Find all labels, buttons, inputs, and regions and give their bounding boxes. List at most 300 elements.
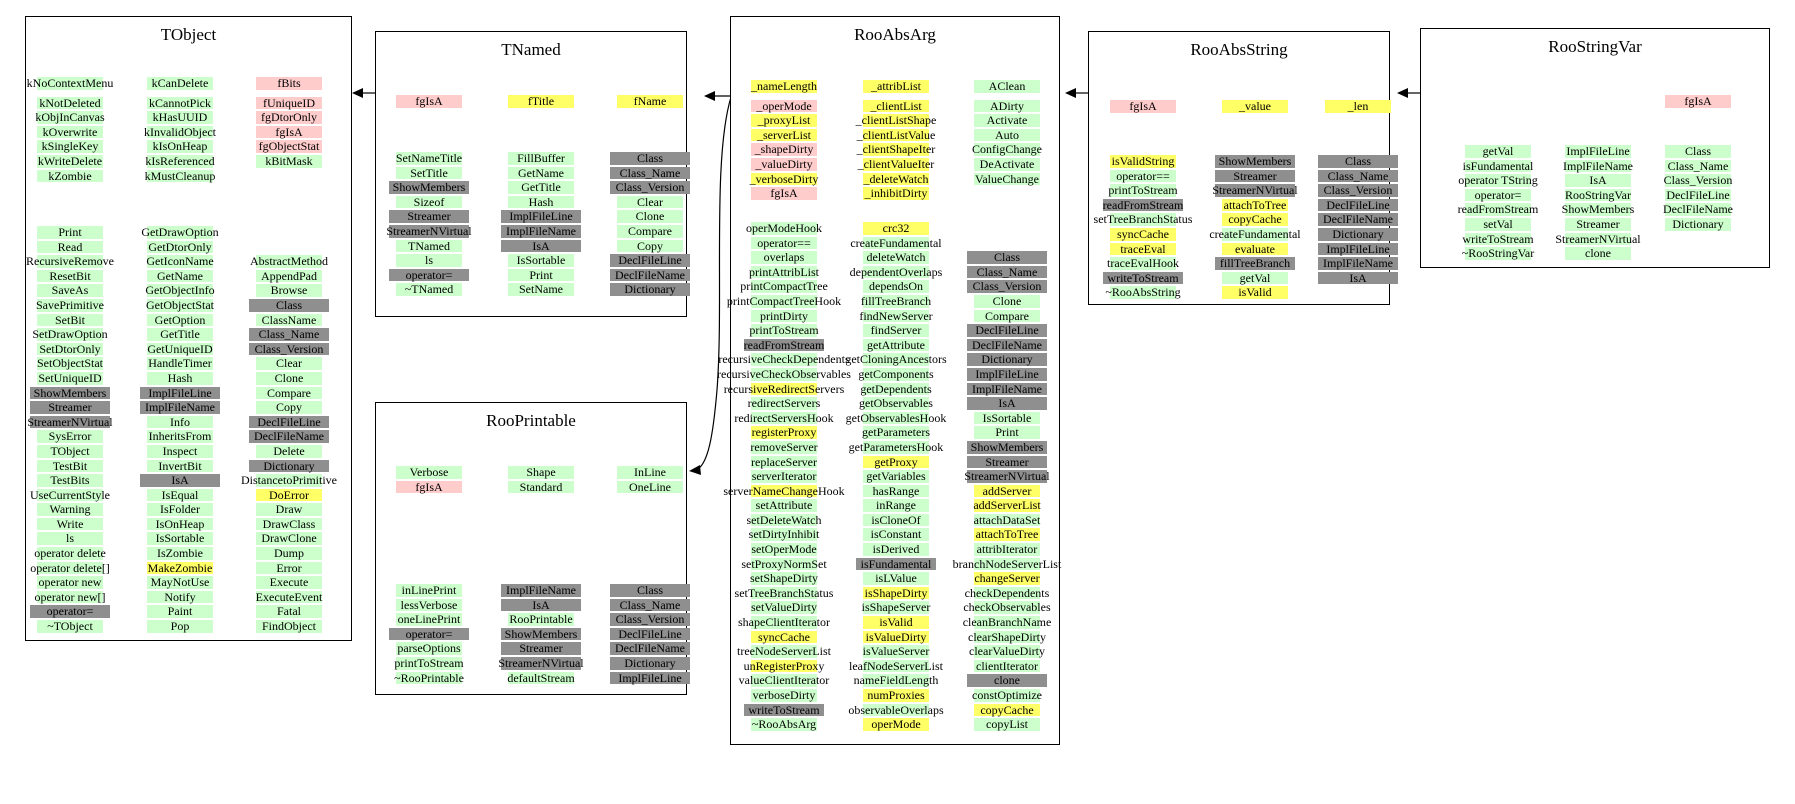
member-label: DeclFileLine bbox=[618, 253, 682, 268]
member-label: AClean bbox=[988, 79, 1026, 93]
member-cell bbox=[199, 415, 379, 430]
member-label: MakeZombie bbox=[147, 560, 213, 575]
member-label: getDependents bbox=[860, 381, 932, 396]
member-label: ~TObject bbox=[47, 619, 93, 634]
member-label: ImplFileLine bbox=[618, 670, 682, 685]
class-title: RooAbsString bbox=[1190, 40, 1288, 59]
class-title: RooStringVar bbox=[1548, 37, 1642, 56]
member-label: readFromStream bbox=[743, 337, 825, 352]
member-label: readFromStream bbox=[1102, 197, 1184, 212]
member-cell bbox=[917, 323, 1097, 338]
member-cell bbox=[199, 110, 379, 125]
member-cell bbox=[1268, 271, 1448, 286]
member-label: SysError bbox=[48, 429, 92, 444]
member-label: _clientListValue bbox=[856, 127, 936, 142]
member-cell bbox=[90, 225, 270, 240]
member-label: RooPrintable bbox=[509, 612, 573, 627]
member-label: GetOption bbox=[154, 312, 206, 327]
member-label: ADirty bbox=[990, 98, 1024, 113]
member-label: UseCurrentStyle bbox=[30, 487, 110, 502]
member-cell bbox=[806, 186, 986, 201]
member-label: writeToStream bbox=[1107, 270, 1179, 285]
member-label: fTitle bbox=[527, 94, 555, 108]
member-label: fgIsA bbox=[415, 94, 443, 108]
member-label: Error bbox=[276, 560, 302, 575]
member-label: IsA bbox=[998, 396, 1016, 411]
member-label: Execute bbox=[269, 575, 309, 590]
member-label: ImplFileName bbox=[145, 400, 215, 415]
member-cell bbox=[1608, 202, 1788, 217]
member-label: Class_Version bbox=[972, 279, 1042, 294]
member-label: IsEqual bbox=[161, 487, 199, 502]
member-label: fBits bbox=[277, 76, 301, 90]
member-label: TestBit bbox=[52, 458, 88, 473]
member-label: fName bbox=[633, 94, 667, 108]
member-label: parseOptions bbox=[397, 641, 461, 656]
member-label: Class_Name bbox=[976, 264, 1038, 279]
member-cell bbox=[917, 469, 1097, 484]
member-label: unRegisterProxy bbox=[743, 658, 825, 673]
member-label: IsZombie bbox=[157, 546, 203, 561]
member-cell bbox=[917, 644, 1097, 659]
member-label: ShowMembers bbox=[970, 439, 1044, 454]
member-label: checkObservables bbox=[963, 600, 1051, 615]
member-label: printCompactTreeHook bbox=[726, 293, 842, 308]
member-label: ValueChange bbox=[975, 171, 1039, 186]
member-label: isShapeServer bbox=[861, 600, 931, 615]
member-label: writeToStream bbox=[1462, 231, 1534, 246]
member-label: _clientValueIter bbox=[857, 156, 935, 171]
member-label: Verbose bbox=[409, 465, 449, 479]
member-label: StreamerNVirtual bbox=[1212, 183, 1298, 198]
member-label: changeServer bbox=[974, 571, 1040, 586]
member-label: ExecuteEvent bbox=[255, 589, 323, 604]
member-label: IsA bbox=[532, 238, 550, 253]
member-cell bbox=[199, 531, 379, 546]
member-cell bbox=[917, 688, 1097, 703]
member-label: kWriteDelete bbox=[37, 153, 103, 168]
member-label: Copy bbox=[636, 238, 663, 253]
member-label: SetDrawOption bbox=[32, 327, 108, 342]
member-label: getObservables bbox=[859, 396, 933, 411]
member-label: _serverList bbox=[757, 127, 811, 142]
member-label: fgDtorOnly bbox=[261, 110, 317, 125]
member-label: StreamerNVirtual bbox=[27, 414, 113, 429]
member-cell bbox=[1608, 173, 1788, 188]
member-label: setDirtyInhibit bbox=[748, 527, 820, 542]
member-label: recursiveCheckDependents bbox=[718, 352, 850, 367]
member-label: clearShapeDirty bbox=[968, 629, 1046, 644]
member-cell bbox=[90, 169, 270, 184]
member-label: Activate bbox=[986, 113, 1028, 128]
member-label: Class_Version bbox=[1663, 173, 1733, 188]
member-label: attachToTree bbox=[1223, 197, 1287, 212]
member-cell bbox=[199, 327, 379, 342]
member-label: setDeleteWatch bbox=[746, 512, 822, 527]
member-label: inRange bbox=[876, 498, 916, 513]
member-label: clientIterator bbox=[976, 658, 1038, 673]
member-label: Class bbox=[1684, 144, 1711, 158]
member-label: fUniqueID bbox=[263, 95, 315, 110]
member-label: leafNodeServerList bbox=[849, 658, 943, 673]
member-label: addServerList bbox=[973, 498, 1041, 513]
member-label: operator new bbox=[38, 575, 102, 590]
member-label: isDerived bbox=[872, 542, 920, 557]
member-cell bbox=[917, 367, 1097, 382]
member-column bbox=[1608, 144, 1788, 232]
member-label: Standard bbox=[519, 479, 563, 494]
member-label: Clone bbox=[992, 293, 1022, 308]
member-label: replaceServer bbox=[751, 454, 817, 469]
member-label: Hash bbox=[167, 370, 193, 385]
member-label: ShowMembers bbox=[1561, 202, 1635, 217]
member-label: Warning bbox=[49, 502, 91, 517]
member-label: isFundamental bbox=[860, 556, 932, 571]
member-label: Dictionary bbox=[263, 458, 315, 473]
member-label: ImplFileLine bbox=[1566, 144, 1630, 158]
member-label: operator new[] bbox=[34, 589, 106, 604]
member-label: DeclFileName bbox=[254, 429, 324, 444]
member-label: printToStream bbox=[394, 655, 464, 670]
member-label: setValueDirty bbox=[751, 600, 817, 615]
member-label: Delete bbox=[273, 443, 305, 458]
member-label: ClassName bbox=[261, 312, 317, 327]
member-label: createFundamental bbox=[850, 235, 942, 250]
member-label: Write bbox=[56, 516, 84, 531]
member-label: createFundamental bbox=[1209, 226, 1301, 241]
member-label: kObjInCanvas bbox=[35, 110, 105, 125]
member-cell bbox=[917, 600, 1097, 615]
member-label: operator delete bbox=[34, 546, 106, 561]
member-cell bbox=[917, 455, 1097, 470]
member-label: Dictionary bbox=[1672, 216, 1724, 231]
member-cell bbox=[199, 313, 379, 328]
member-label: isValueDirty bbox=[865, 629, 927, 644]
member-label: operator TString bbox=[1458, 173, 1538, 188]
member-label: _clientListShape bbox=[855, 113, 937, 128]
member-label: Clone bbox=[635, 209, 665, 224]
member-label: isFundamental bbox=[1462, 158, 1534, 173]
member-label: getAttribute bbox=[867, 337, 925, 352]
member-label: printToStream bbox=[749, 323, 819, 338]
member-label: DeActivate bbox=[979, 156, 1035, 171]
member-label: ConfigChange bbox=[972, 142, 1042, 157]
member-label: Class bbox=[636, 583, 663, 597]
member-label: printDirty bbox=[760, 308, 808, 323]
member-label: ImplFileLine bbox=[1326, 241, 1390, 256]
member-label: fgIsA bbox=[1129, 99, 1157, 113]
member-label: _value bbox=[1239, 99, 1271, 113]
member-label: registerProxy bbox=[751, 425, 817, 440]
member-label: ImplFileLine bbox=[975, 366, 1039, 381]
member-label: attachDataSet bbox=[973, 512, 1041, 527]
member-cell bbox=[1508, 246, 1688, 261]
member-label: DrawClone bbox=[261, 531, 317, 546]
member-cell bbox=[1608, 159, 1788, 174]
member-label: Print bbox=[58, 225, 82, 239]
member-label: DeclFileLine bbox=[975, 323, 1039, 338]
member-label: isShapeDirty bbox=[864, 585, 928, 600]
member-label: setProxyNormSet bbox=[741, 556, 827, 571]
member-label: Clone bbox=[274, 370, 304, 385]
member-label: copyCache bbox=[980, 702, 1034, 717]
member-label: DeclFileName bbox=[615, 641, 685, 656]
member-label: fgObjectStat bbox=[258, 139, 320, 154]
member-label: ImplFileName bbox=[506, 583, 576, 597]
member-label: operator delete[] bbox=[30, 560, 110, 575]
member-label: InheritsFrom bbox=[148, 429, 212, 444]
member-cell bbox=[917, 586, 1097, 601]
member-cell bbox=[917, 571, 1097, 586]
member-label: ImplFileLine bbox=[509, 209, 573, 224]
member-label: operModeHook bbox=[746, 221, 822, 235]
member-label: printToStream bbox=[1108, 183, 1178, 198]
member-label: Print bbox=[529, 267, 553, 282]
member-label: GetTitle bbox=[521, 180, 561, 195]
member-label: DeclFileName bbox=[972, 337, 1042, 352]
member-label: Paint bbox=[167, 604, 193, 619]
member-label: operator== bbox=[757, 235, 811, 250]
member-label: StreamerNVirtual bbox=[386, 223, 472, 238]
member-label: getVal bbox=[1482, 144, 1514, 158]
member-label: copyCache bbox=[1228, 212, 1282, 227]
member-label: Copy bbox=[275, 400, 302, 415]
member-label: InLine bbox=[634, 465, 666, 479]
member-label: serverNameChangeHook bbox=[723, 483, 845, 498]
member-label: Streamer bbox=[407, 209, 451, 224]
member-label: ShowMembers bbox=[33, 385, 107, 400]
member-label: MayNotUse bbox=[150, 575, 210, 590]
member-label: Clear bbox=[276, 356, 302, 371]
member-cell bbox=[917, 309, 1097, 324]
member-label: oneLinePrint bbox=[397, 612, 461, 627]
member-label: getVal bbox=[1239, 270, 1271, 285]
member-label: ShowMembers bbox=[392, 180, 466, 195]
member-label: GetTitle bbox=[160, 327, 200, 342]
member-cell bbox=[917, 396, 1097, 411]
member-label: lessVerbose bbox=[400, 597, 458, 612]
member-label: printCompactTree bbox=[740, 279, 828, 294]
member-cell bbox=[1508, 232, 1688, 247]
member-label: Fatal bbox=[277, 604, 301, 619]
class-title: TNamed bbox=[501, 40, 561, 59]
member-label: shapeClientIterator bbox=[738, 615, 830, 630]
member-cell bbox=[806, 221, 986, 236]
member-label: DeclFileLine bbox=[1666, 187, 1730, 202]
member-label: IsSortable bbox=[982, 410, 1032, 425]
member-label: kHasUUID bbox=[152, 110, 208, 125]
member-label: _proxyList bbox=[757, 113, 811, 128]
member-label: getComponents bbox=[858, 366, 934, 381]
member-label: attribIterator bbox=[976, 542, 1038, 557]
member-label: SetName bbox=[519, 282, 563, 297]
member-cell bbox=[199, 386, 379, 401]
member-cell bbox=[917, 498, 1097, 513]
member-label: isValueServer bbox=[862, 644, 930, 659]
member-label: syncCache bbox=[758, 629, 810, 644]
member-label: GetName bbox=[518, 165, 564, 180]
member-label: recursiveCheckObservables bbox=[717, 366, 851, 381]
member-cell bbox=[1608, 188, 1788, 203]
member-label: kNotDeleted bbox=[39, 95, 101, 110]
member-label: writeToStream bbox=[748, 702, 820, 717]
member-label: Class_Name bbox=[619, 165, 681, 180]
member-cell bbox=[199, 561, 379, 576]
member-cell bbox=[1608, 144, 1788, 159]
member-label: serverIterator bbox=[751, 469, 817, 484]
member-label: DoError bbox=[269, 487, 309, 502]
member-label: SaveAs bbox=[51, 283, 89, 298]
member-label: Class bbox=[1344, 154, 1371, 168]
member-label: kOverwrite bbox=[42, 124, 98, 139]
member-cell bbox=[917, 440, 1097, 455]
member-cell bbox=[917, 113, 1097, 128]
member-label: RooStringVar bbox=[1565, 187, 1631, 202]
member-label: removeServer bbox=[750, 439, 818, 454]
member-label: overlaps bbox=[763, 250, 805, 265]
member-label: ImplFileName bbox=[1323, 256, 1393, 271]
member-label: clearValueDirty bbox=[969, 644, 1045, 659]
member-label: _clientList bbox=[870, 98, 922, 113]
member-label: numProxies bbox=[867, 688, 925, 702]
member-label: SetObjectStat bbox=[37, 356, 103, 371]
member-label: setVal bbox=[1483, 216, 1513, 231]
member-cell bbox=[90, 240, 270, 255]
member-label: clone bbox=[1585, 246, 1611, 261]
member-cell bbox=[199, 502, 379, 517]
member-label: getObservablesHook bbox=[845, 410, 947, 425]
member-label: clone bbox=[994, 673, 1020, 688]
member-label: copyList bbox=[986, 717, 1028, 732]
member-label: verboseDirty bbox=[752, 688, 816, 702]
member-label: crc32 bbox=[882, 221, 910, 235]
member-label: GetIconName bbox=[146, 254, 214, 269]
member-label: GetName bbox=[157, 268, 203, 283]
member-cell bbox=[1608, 217, 1788, 232]
member-label: getProxy bbox=[874, 454, 918, 469]
member-label: fgIsA bbox=[415, 479, 443, 494]
member-label: findNewServer bbox=[859, 308, 933, 323]
member-label: ~RooPrintable bbox=[394, 670, 464, 685]
member-label: SetBit bbox=[54, 312, 85, 327]
member-cell bbox=[199, 125, 379, 140]
member-label: readFromStream bbox=[1457, 202, 1539, 217]
member-label: IsA bbox=[532, 597, 550, 612]
member-label: getParametersHook bbox=[848, 439, 944, 454]
member-label: StreamerNVirtual bbox=[498, 655, 584, 670]
member-label: kIsReferenced bbox=[145, 153, 215, 168]
member-label: operator= bbox=[46, 604, 94, 619]
member-label: _valueDirty bbox=[755, 156, 813, 171]
class-title: RooAbsArg bbox=[854, 25, 936, 44]
member-label: isConstant bbox=[870, 527, 922, 542]
member-label: redirectServersHook bbox=[734, 410, 834, 425]
member-label: ImplFileName bbox=[972, 381, 1042, 396]
member-cell bbox=[199, 444, 379, 459]
member-label: SetNameTitle bbox=[395, 151, 463, 165]
member-label: ShowMembers bbox=[1218, 154, 1292, 168]
member-label: Compare bbox=[628, 223, 672, 238]
member-label: Class_Version bbox=[615, 180, 685, 195]
member-cell bbox=[917, 703, 1097, 718]
member-cell bbox=[917, 630, 1097, 645]
member-label: checkDependents bbox=[964, 585, 1050, 600]
member-label: Dump bbox=[274, 546, 304, 561]
member-label: InvertBit bbox=[158, 458, 202, 473]
member-label: Dictionary bbox=[1332, 226, 1384, 241]
member-label: DrawClass bbox=[262, 516, 316, 531]
member-label: Streamer bbox=[48, 400, 92, 415]
member-label: GetDrawOption bbox=[141, 225, 219, 239]
arrowhead-roostringvar-rooabsstring bbox=[1397, 88, 1408, 98]
member-label: ImplFileName bbox=[1563, 158, 1633, 173]
member-label: _deleteWatch bbox=[863, 171, 929, 186]
member-label: _shapeDirty bbox=[754, 142, 814, 157]
member-label: valueClientIterator bbox=[738, 673, 830, 688]
member-label: kIsOnHeap bbox=[152, 139, 208, 154]
member-cell bbox=[199, 342, 379, 357]
member-cell bbox=[199, 76, 379, 91]
member-cell bbox=[199, 429, 379, 444]
member-cell bbox=[917, 352, 1097, 367]
member-cell bbox=[199, 400, 379, 415]
member-label: _clientShapeIter bbox=[856, 142, 936, 157]
member-label: Pop bbox=[170, 619, 190, 634]
member-label: Class_Name bbox=[1667, 158, 1729, 173]
member-label: Streamer bbox=[1233, 168, 1277, 183]
member-cell bbox=[199, 546, 379, 561]
member-cell bbox=[917, 79, 1097, 94]
member-label: attachToTree bbox=[975, 527, 1039, 542]
member-label: dependentOverlaps bbox=[849, 264, 943, 279]
member-label: RecursiveRemove bbox=[26, 254, 114, 269]
member-label: Class bbox=[636, 151, 663, 165]
member-label: Hash bbox=[528, 194, 554, 209]
member-label: Draw bbox=[275, 502, 303, 517]
member-label: kCanDelete bbox=[151, 76, 209, 90]
class-title: RooPrintable bbox=[486, 411, 576, 430]
member-cell bbox=[806, 236, 986, 251]
member-label: setOperMode bbox=[751, 542, 817, 557]
member-label: _operMode bbox=[756, 98, 812, 113]
member-cell bbox=[917, 484, 1097, 499]
member-label: DeclFileName bbox=[1323, 212, 1393, 227]
member-label: fgIsA bbox=[275, 124, 303, 139]
member-label: operMode bbox=[871, 717, 921, 732]
member-cell bbox=[917, 673, 1097, 688]
member-cell bbox=[917, 542, 1097, 557]
member-cell bbox=[917, 557, 1097, 572]
member-label: ~RooAbsString bbox=[1105, 285, 1181, 300]
member-label: ~RooAbsArg bbox=[751, 717, 817, 732]
member-cell bbox=[199, 517, 379, 532]
member-label: Inspect bbox=[162, 443, 198, 458]
member-label: IsSortable bbox=[155, 531, 205, 546]
member-label: kInvalidObject bbox=[144, 124, 216, 139]
member-label: Sizeof bbox=[413, 194, 445, 209]
member-label: deleteWatch bbox=[866, 250, 926, 265]
member-label: Dictionary bbox=[624, 282, 676, 297]
member-label: Streamer bbox=[985, 454, 1029, 469]
member-label: findServer bbox=[870, 323, 922, 338]
member-label: HandleTimer bbox=[148, 356, 212, 371]
member-label: syncCache bbox=[1117, 226, 1169, 241]
member-label: addServer bbox=[982, 483, 1032, 498]
member-label: Browse bbox=[270, 283, 308, 298]
member-cell bbox=[917, 717, 1097, 732]
member-label: Class_Name bbox=[619, 597, 681, 612]
member-label: StreamerNVirtual bbox=[964, 469, 1050, 484]
